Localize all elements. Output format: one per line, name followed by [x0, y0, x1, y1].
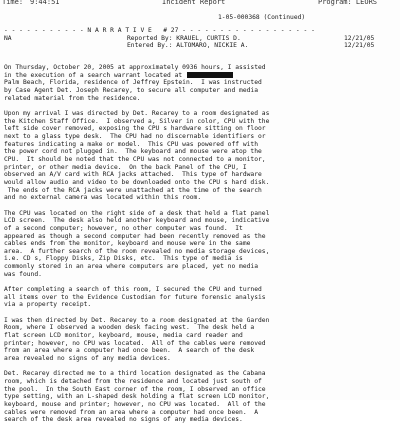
- narrative-line: features indicating a make or model. This CPU was powered off with: [4, 140, 259, 148]
- redaction-block: [187, 72, 233, 78]
- narrative-line: printer; however, no CPU was located. All of the cables were removed: [4, 339, 266, 347]
- narrative-line: area revealed no signs of any media devices.: [4, 355, 171, 363]
- narrative-line: Room, where I observed a wooden desk facing west. The desk held a: [4, 324, 255, 332]
- time-value: 9:44:51: [30, 0, 60, 6]
- narrative-paragraph: [4, 210, 396, 279]
- program-label: Program: LEORS: [318, 0, 378, 6]
- narrative-line: I was then directed by Det. Recarey to a room designated at the Garden: [4, 316, 270, 324]
- narrative-header: - - - - - - - - - - - N A R R A T I V E # 27 - - - - - - - - - - - - - - - - - -: [4, 27, 315, 34]
- narrative-line: CPU. It should be noted that the CPU was not connected to a monitor,: [4, 155, 266, 163]
- narrative-line: The CPU was located on the right side of a desk that held a flat panel: [4, 209, 270, 217]
- narrative-line: the Kitchen Staff Office. I observed a, Silver in color, CPU with the: [4, 117, 270, 125]
- narrative-paragraph: [4, 317, 396, 363]
- narrative-line: would allow audio and video to be downloaded onto the CPU s hard disk.: [4, 178, 270, 186]
- narrative-paragraph: [4, 110, 396, 202]
- entered-by: Entered By.: ALTOMARO, NICKIE A.: [127, 42, 249, 50]
- narrative-line: in the execution of a search warrant located at: [4, 71, 186, 79]
- reported-by: Reported By: KRAUEL, CURTIS D.: [127, 35, 241, 42]
- narrative-line: the pool. In the South East corner of the room, I observed an office: [4, 385, 266, 393]
- narrative-line: cables were removed from an area where a computer had once been. A: [4, 408, 259, 416]
- narrative-line: LCD screen. The desk also held another keyboard and mouse, indicative: [4, 217, 270, 225]
- narrative-paragraph: [4, 370, 396, 424]
- narrative-line: keyboard, mouse and printer; however, no CPU was located. All of the: [4, 401, 266, 409]
- narrative-line: by Case Agent Det. Joseph Recarey, to secure all computer and media: [4, 86, 259, 94]
- narrative-line: Det. Recarey directed me to a third location designated as the Cabana: [4, 370, 266, 378]
- narrative-line: of a second computer; however, no other computer was found. It: [4, 224, 243, 232]
- na-label: NA: [4, 35, 12, 42]
- narrative-line: all items over to the Evidence Custodian for future forensic analysis: [4, 293, 266, 301]
- narrative-line: printer, or other media device. On the back Panel of the CPU, I: [4, 163, 247, 171]
- narrative-line: related material from the residence.: [4, 94, 141, 102]
- narrative-body: [4, 64, 396, 432]
- date-block: [344, 35, 374, 49]
- narrative-line: appeared as though a second computer had been recently removed as the: [4, 232, 266, 240]
- narrative-line: After completing a search of this room, I secured the CPU and turned: [4, 286, 262, 294]
- narrative-line: and no external camera was located within this room.: [4, 194, 202, 202]
- narrative-line: The ends of the RCA jacks were unattached at the time of the search: [4, 186, 262, 194]
- narrative-line: commonly stored in an area where computers are placed, yet no media: [4, 263, 259, 271]
- narrative-line: i.e. CD s, Floppy Disks, Zip Disks, etc. This type of media is: [4, 255, 243, 263]
- narrative-line: the power cord not plugged in. The keyboard and mouse were atop the: [4, 148, 262, 156]
- report-type: Incident Report: [162, 0, 226, 6]
- narrative-line: On Thursday, October 20, 2005 at approximately 0936 hours, I assisted: [4, 64, 266, 71]
- narrative-line: Palm Beach, Florida, residence of Jeffrey Epstein. I was instructed: [4, 79, 262, 87]
- narrative-line: search of the desk area revealed no signs of any media devices.: [4, 416, 243, 424]
- author-block: [127, 35, 248, 49]
- narrative-paragraph: [4, 286, 396, 309]
- narrative-line: left side cover removed, exposing the CPU s hardware sitting on floor: [4, 125, 266, 133]
- date-entered: 12/21/05: [344, 42, 375, 50]
- narrative-line: cables ends from the monitor, keyboard and mouse were in the same: [4, 240, 251, 248]
- narrative-line: was found.: [4, 270, 42, 278]
- time-label: Time:: [2, 0, 24, 6]
- page-header-bar: [0, 0, 400, 8]
- narrative-paragraph: [4, 64, 396, 102]
- narrative-line: from an area where a computer had once been. A search of the desk: [4, 347, 255, 355]
- narrative-line: via a property receipt.: [4, 301, 92, 309]
- narrative-line: next to a glass type desk. The CPU had no discernable identifiers or: [4, 132, 266, 140]
- case-reference: 1-05-000368 (Continued): [218, 14, 306, 21]
- narrative-line: area. A further search of the room revealed no media storage devices,: [4, 247, 270, 255]
- narrative-line: Upon my arrival I was directed by Det. Recarey to a room designated as: [4, 109, 270, 117]
- narrative-line: observed an A/V card with RCA jacks attached. This type of hardware: [4, 171, 262, 179]
- date-reported: 12/21/05: [344, 35, 375, 42]
- narrative-line: type setting, with an L-shaped desk holding a flat screen LCD monitor,: [4, 393, 270, 401]
- narrative-line: room, which is detached from the residence and located just south of: [4, 378, 262, 386]
- narrative-line: flat screen LCD monitor, keyboard, mouse, media card reader and: [4, 332, 243, 340]
